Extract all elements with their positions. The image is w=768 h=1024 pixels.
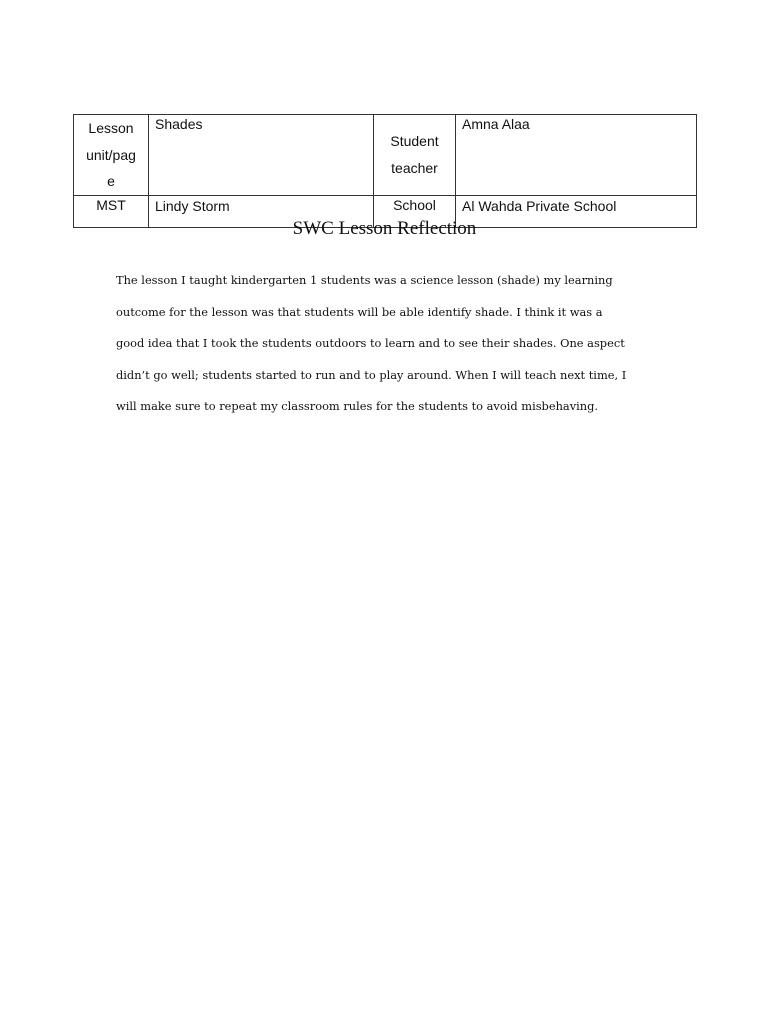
reflection-line: outcome for the lesson was that students will be able identify shade. I think it was a: [116, 304, 603, 319]
student-teacher-value-cell: [456, 115, 697, 196]
lesson-label-line: e: [107, 173, 115, 189]
document-title: SWC Lesson Reflection: [292, 218, 477, 239]
mst-label: MST: [96, 196, 126, 213]
lesson-unit-label-cell: [74, 115, 149, 196]
student-teacher-label-line: Student: [390, 133, 439, 150]
lesson-info-table: [73, 114, 697, 228]
school-value: Al Wahda Private School: [462, 197, 617, 214]
student-teacher-value: Amna Alaa: [462, 116, 530, 132]
student-teacher-label-line: teacher: [391, 159, 438, 176]
lesson-unit-value: Shades: [155, 116, 203, 132]
reflection-line: didn’t go well; students started to run and to play around. When I will teach next time, I: [116, 367, 627, 382]
lesson-label-line: Lesson: [88, 120, 134, 136]
reflection-line: will make sure to repeat my classroom rules for the students to avoid misbehaving.: [116, 399, 599, 413]
lesson-unit-value-cell: [149, 115, 374, 196]
reflection-paragraph: [116, 265, 661, 423]
table-row: [74, 115, 697, 196]
school-label: School: [393, 196, 436, 213]
reflection-line: The lesson I taught kindergarten 1 students was a science lesson (shade) my learning: [116, 273, 613, 287]
mst-value: Lindy Storm: [155, 197, 230, 214]
student-teacher-label-cell: [374, 115, 456, 196]
reflection-line: good idea that I took the students outdoors to learn and to see their shades. One aspect: [116, 336, 625, 350]
lesson-label-line: unit/pag: [86, 146, 136, 163]
